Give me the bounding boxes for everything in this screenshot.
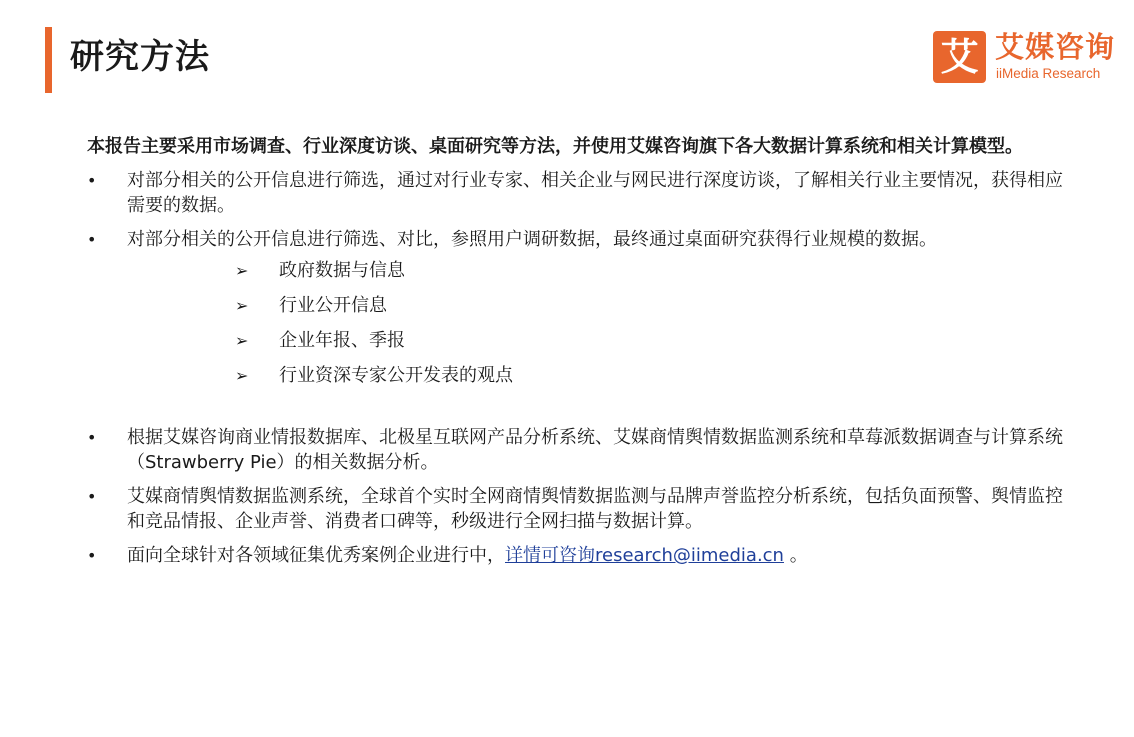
brand-logo <box>933 30 1116 85</box>
logo-mark-icon: 艾 <box>933 31 986 83</box>
main-content <box>87 134 1087 568</box>
list-item-text: 面向全球针对各领域征集优秀案例企业进行中， <box>127 545 505 566</box>
arrow-bullet-icon: ➢ <box>235 296 249 315</box>
sub-list-item <box>127 257 1087 292</box>
title-accent-bar <box>45 27 52 93</box>
sub-item-text: 行业资深专家公开发表的观点 <box>279 365 513 386</box>
sub-item-text: 企业年报、季报 <box>279 330 405 351</box>
bullet-icon: • <box>87 171 97 190</box>
bullet-icon: • <box>87 487 97 506</box>
bullet-icon: • <box>87 230 97 249</box>
sub-list-item <box>127 362 1087 397</box>
bullet-icon: • <box>87 428 97 447</box>
method-list <box>87 168 1087 568</box>
arrow-bullet-icon: ➢ <box>235 366 249 385</box>
sub-list-item <box>127 327 1087 362</box>
list-item-suffix: 。 <box>783 545 808 566</box>
arrow-bullet-icon: ➢ <box>235 331 249 350</box>
list-item <box>87 484 1067 534</box>
arrow-bullet-icon: ➢ <box>235 261 249 280</box>
sub-item-text: 政府数据与信息 <box>279 260 405 281</box>
logo-name-cn: 艾媒咨询 <box>995 30 1116 64</box>
intro-paragraph: 本报告主要采用市场调查、行业深度访谈、桌面研究等方法，并使用艾媒咨询旗下各大数据计算系统和相关计算模型。 <box>87 136 1023 157</box>
source-sub-list <box>127 257 1087 397</box>
list-item <box>87 227 1087 397</box>
sub-item-text: 行业公开信息 <box>279 295 387 316</box>
bullet-icon: • <box>87 546 97 565</box>
contact-email-link[interactable]: 详情可咨询research@iimedia.cn <box>505 545 784 566</box>
list-item <box>87 168 1067 218</box>
list-item-text: 艾媒商情舆情数据监测系统，全球首个实时全网商情舆情数据监测与品牌声誉监控分析系统，包括负面预警、舆情监控和竞品情报、企业声誉、消费者口碑等，秒级进行全网扫描与数据计算。 <box>127 486 1063 532</box>
list-item <box>87 425 1067 475</box>
list-item-text: 对部分相关的公开信息进行筛选，通过对行业专家、相关企业与网民进行深度访谈，了解相关行业主要情况，获得相应需要的数据。 <box>127 170 1063 216</box>
list-item-text: 根据艾媒咨询商业情报数据库、北极星互联网产品分析系统、艾媒商情舆情数据监测系统和草莓派数据调查与计算系统（Strawberry Pie）的相关数据分析。 <box>127 427 1063 473</box>
sub-list-item <box>127 292 1087 327</box>
list-item-text: 对部分相关的公开信息进行筛选、对比，参照用户调研数据，最终通过桌面研究获得行业规模的数据。 <box>127 229 937 250</box>
logo-name-en: iiMedia Research <box>996 66 1101 81</box>
page-title: 研究方法 <box>70 37 210 77</box>
list-item <box>87 543 1067 568</box>
